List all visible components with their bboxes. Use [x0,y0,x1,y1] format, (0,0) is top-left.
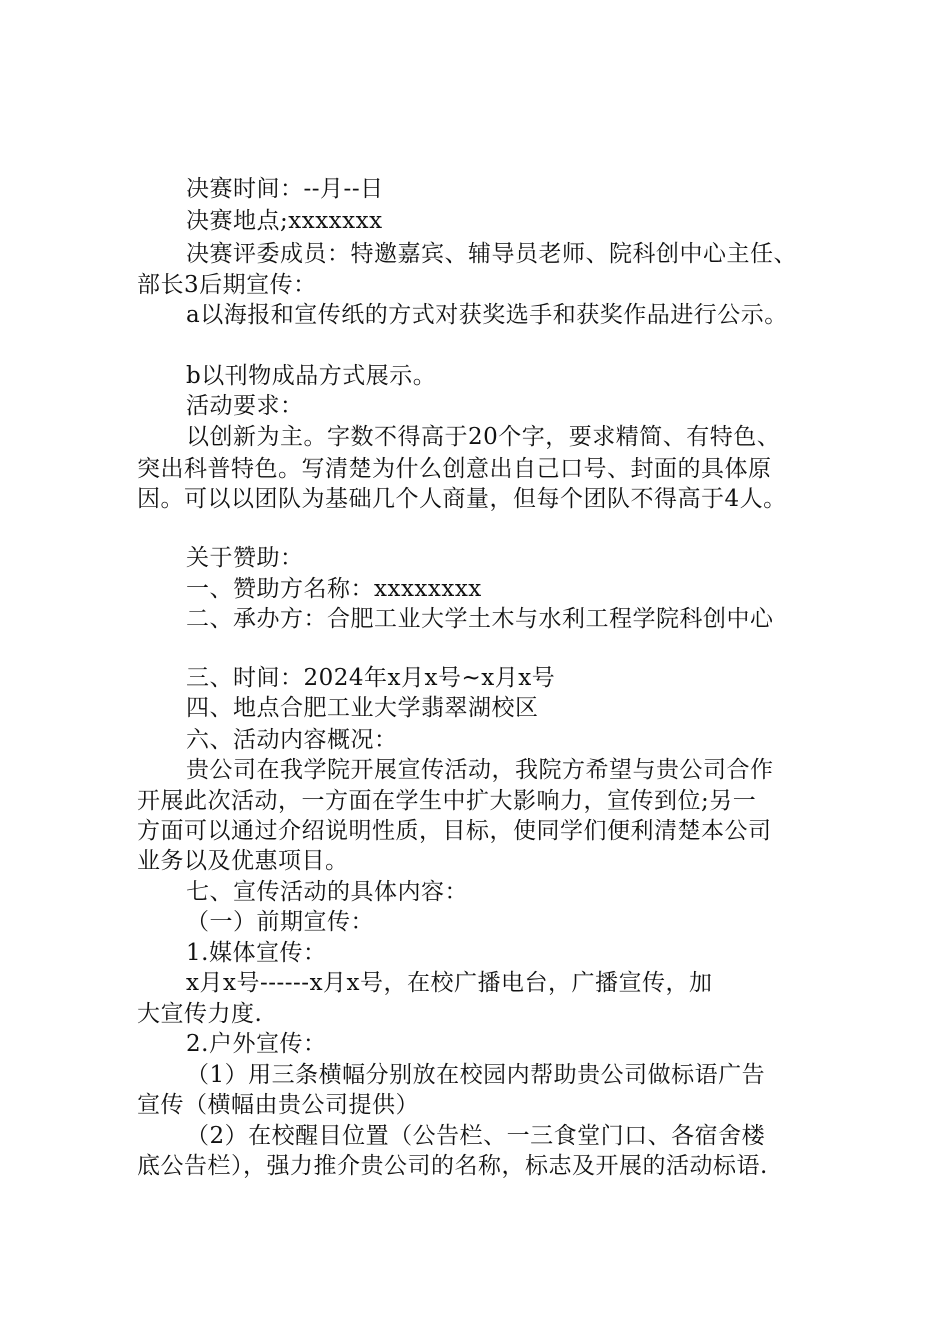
requirements-heading: 活动要求： [186,393,304,419]
outdoor-item-2-line-cont: 底公告栏），强力推介贵公司的名称，标志及开展的活动标语. [137,1153,768,1179]
requirements-line: 以创新为主。字数不得高于20个字，要求精简、有特色、 [186,424,781,450]
item-a-line: a以海报和宣传纸的方式对获奖选手和获奖作品进行公示。 [186,302,788,328]
media-promotion-line: x月x号------x月x号，在校广播电台，广播宣传，加 [186,970,713,996]
outdoor-item-1-line-cont: 宣传（横幅由贵公司提供） [137,1092,419,1118]
overview-line-cont-2: 方面可以通过介绍说明性质，目标，使同学们便利清楚本公司 [137,818,772,844]
overview-line: 贵公司在我学院开展宣传活动，我院方希望与贵公司合作 [186,757,774,783]
overview-line-cont-1: 开展此次活动，一方面在学生中扩大影响力，宣传到位;另一 [137,788,757,814]
overview-heading: 六、活动内容概况： [186,727,398,753]
item-b-line: b以刊物成品方式展示。 [186,363,437,389]
time-line: 三、时间：2024年x月x号~x月x号 [186,665,556,691]
judges-line: 决赛评委成员：特邀嘉宾、辅导员老师、院科创中心主任、 [186,241,797,267]
final-time-line: 决赛时间：--月--日 [186,176,384,202]
overview-line-cont-3: 业务以及优惠项目。 [137,848,349,874]
requirements-line-cont-1: 突出科普特色。写清楚为什么创意出自己口号、封面的具体原 [137,456,772,482]
media-promotion-heading: 1.媒体宣传： [186,940,327,966]
sponsorship-heading: 关于赞助： [186,545,304,571]
outdoor-item-2-line: （2）在校醒目位置（公告栏、一三食堂门口、各宿舍楼 [186,1123,766,1149]
sponsor-name-line: 一、赞助方名称：xxxxxxxx [186,576,482,602]
content-heading: 七、宣传活动的具体内容： [186,879,468,905]
outdoor-item-1-line: （1）用三条横幅分别放在校园内帮助贵公司做标语广告 [186,1062,766,1088]
final-venue-line: 决赛地点;xxxxxxx [186,208,383,234]
organizer-line: 二、承办方：合肥工业大学土木与水利工程学院科创中心 [186,606,774,632]
judges-line-cont: 部长3后期宣传： [137,272,317,298]
media-promotion-line-cont: 大宣传力度. [137,1001,263,1027]
requirements-line-cont-2: 因。可以以团队为基础几个人商量，但每个团队不得高于4人。 [137,486,787,512]
pre-promotion-heading: （一）前期宣传： [186,909,374,935]
location-line: 四、地点合肥工业大学翡翠湖校区 [186,695,539,721]
outdoor-promotion-heading: 2.户外宣传： [186,1031,327,1057]
